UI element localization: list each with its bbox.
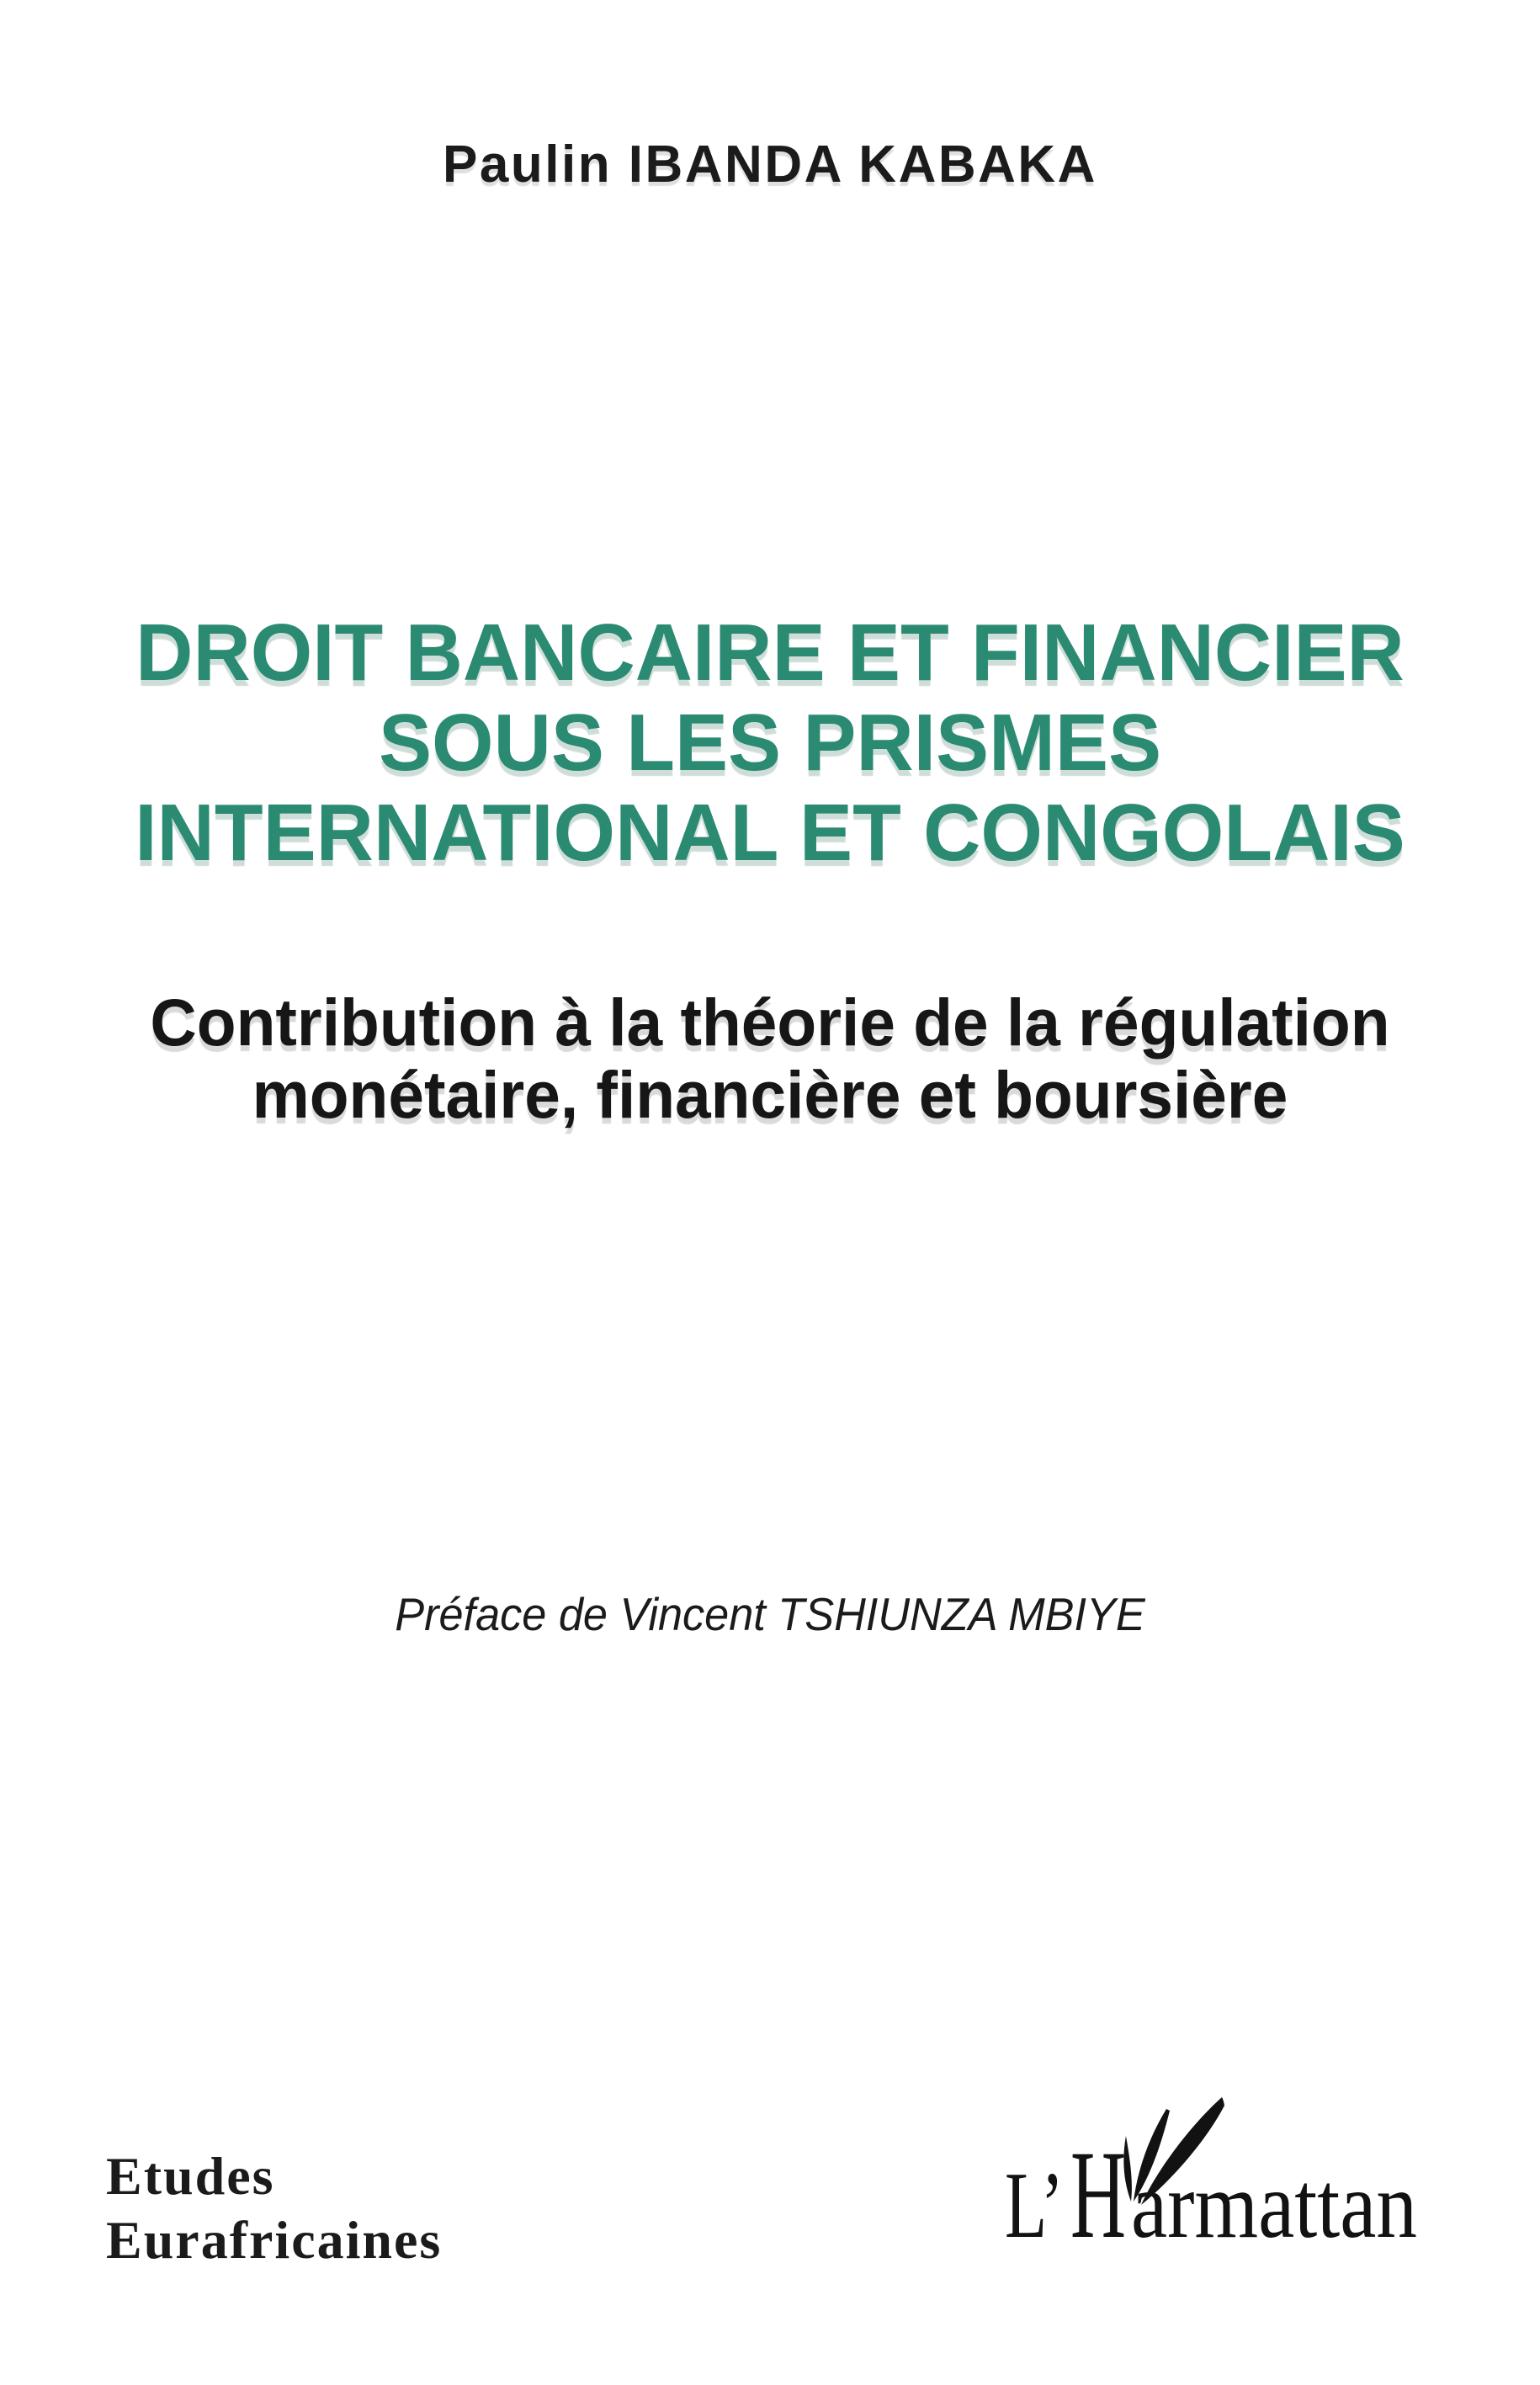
title-line-1: DROIT BANCAIRE ET FINANCIER xyxy=(135,608,1405,698)
title-line-2: SOUS LES PRISMES xyxy=(378,698,1162,788)
collection-label xyxy=(106,2144,442,2272)
book-subtitle xyxy=(23,986,1516,1131)
subtitle-line-2: monétaire, financière et boursière xyxy=(252,1057,1288,1132)
publisher-logo-graphic xyxy=(1000,2092,1441,2257)
publisher-logo xyxy=(1000,2092,1441,2257)
publisher-logo-l: L’ xyxy=(1005,2154,1064,2257)
collection-line-2: Eurafricaines xyxy=(106,2210,443,2270)
book-title xyxy=(12,608,1529,878)
preface-credit: Préface de Vincent TSHIUNZA MBIYE xyxy=(395,1588,1145,1640)
author-name: Paulin IBANDA KABAKA xyxy=(443,135,1097,194)
publisher-logo-h: H xyxy=(1070,2125,1126,2257)
publisher-logo-rest: armattan xyxy=(1131,2154,1417,2257)
subtitle-line-1: Contribution à la théorie de la régulation xyxy=(150,985,1390,1060)
title-line-3: INTERNATIONAL ET CONGOLAIS xyxy=(135,788,1405,878)
collection-line-1: Etudes xyxy=(106,2146,275,2206)
